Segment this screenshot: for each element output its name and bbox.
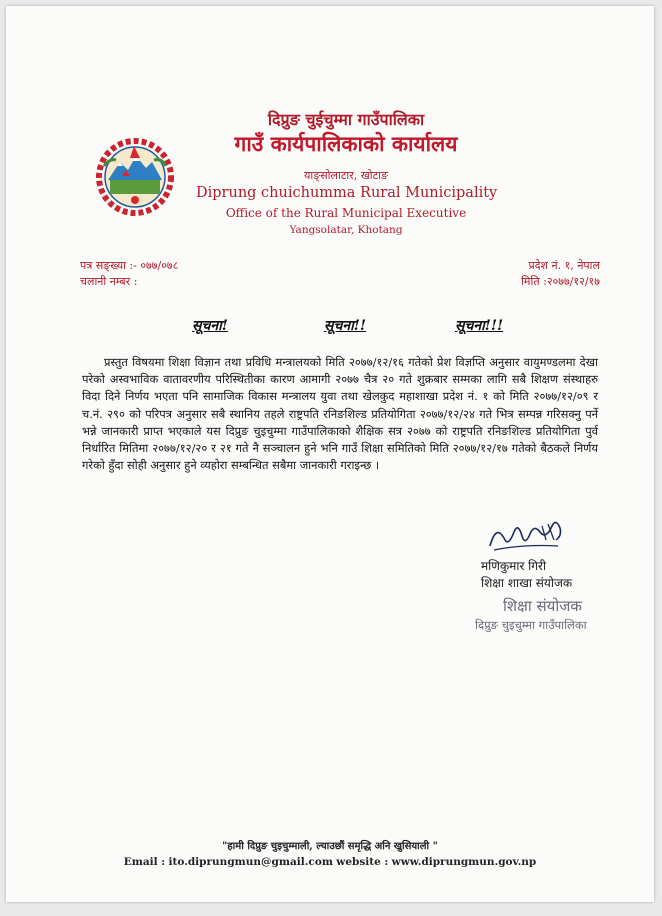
office-title-nepali: गाउँ कार्यपालिकाको कार्यालय	[234, 131, 458, 156]
office-location-english: Yangsolatar, Khotang	[289, 224, 403, 236]
notice-body-paragraph: प्रस्तुत विषयमा शिक्षा विज्ञान तथा प्रविधि मन्त्रालयको मिति २०७७/१२/१६ गतेको प्रेश विज्ञप्ति अनुसार वायुमण्डलमा देखा परेको अस्वभाविक वातावरणीय परिस्थितीका कारण आमागी २०७७ चैत्र २० गते शुक्रबार सम्मका लागि सबै शिक्षण संस्थाहरु विदा दिने निर्णय भएता पनि सामाजिक विकास मन्त्रालय युवा तथा खेलकुद महाशाखा प्रदेश नं. १ को मिति २०७७/१२/०९ र च.नं. २९० को परिपत्र अनुसार सबै स्थानिय तहले राष्ट्रपति रनिङशिल्ड प्रतियोगिता २०७७/१२/२४ गते भित्र सम्पन्न गरिसक्नु पर्ने भन्ने जानकारी प्राप्त भएकाले यस दिप्रुङ चुइचुम्मा गाउँपालिकाको शैक्षिक सत्र २०७७ को राष्ट्रपति रनिङशिल्ड प्रतियोगिता पुर्व निर्धारित मितिमा २०७७/१२/२० र २१ गते नै सञ्चालन हुने भनि गाउँ शिक्षा समितिको मिति २०७७/१२/१७ गतेको बैठकले निर्णय गरेको हुँदा सोही अनुसार हुने व्यहोरा सम्बन्धित सबैमा जानकारी गराइन्छ ।	[82, 355, 598, 473]
dispatch-number: चलानी नम्बर :	[80, 275, 138, 288]
municipality-name-english: Diprung chuichumma Rural Municipality	[196, 185, 498, 201]
stamp-organization: दिप्रुङ चुइचुम्मा गाउँपालिका	[475, 618, 587, 632]
notice-heading: सूचना!	[192, 318, 228, 334]
province-label: प्रदेश नं. १, नेपाल	[528, 259, 600, 272]
stamp-title: शिक्षा संयोजक	[503, 597, 582, 615]
municipality-emblem-icon	[94, 136, 176, 218]
letter-date: मिति :२०७७/१२/१७	[521, 275, 600, 288]
email-label: Email :	[123, 856, 166, 868]
signature-icon	[484, 516, 570, 562]
notice-heading: सूचना!!	[324, 318, 367, 334]
website-label: website :	[336, 856, 389, 868]
letter-page	[6, 6, 654, 902]
office-location-nepali: याङ्सोलाटार, खोटाङ	[304, 169, 388, 182]
letter-reference-number: पत्र सङ्ख्या :- ०७७/०७८	[80, 259, 179, 272]
email-address[interactable]: ito.diprungmun@gmail.com	[168, 856, 333, 868]
notice-heading: सूचना!!!	[455, 318, 504, 334]
signatory-title: शिक्षा शाखा संयोजक	[481, 576, 573, 590]
office-title-english: Office of the Rural Municipal Executive	[225, 206, 467, 220]
signatory-name: मणिकुमार गिरी	[481, 559, 547, 573]
footer-slogan: "हामी दिप्रुङ चुइचुम्माली, ल्याउछौं समृद्धि अनि खुसियाली "	[222, 841, 438, 852]
website-address[interactable]: www.diprungmun.gov.np	[391, 856, 537, 868]
municipality-name-nepali: दिप्रुङ चुईचुम्मा गाउँपालिका	[267, 110, 425, 129]
footer-contact	[6, 856, 654, 868]
